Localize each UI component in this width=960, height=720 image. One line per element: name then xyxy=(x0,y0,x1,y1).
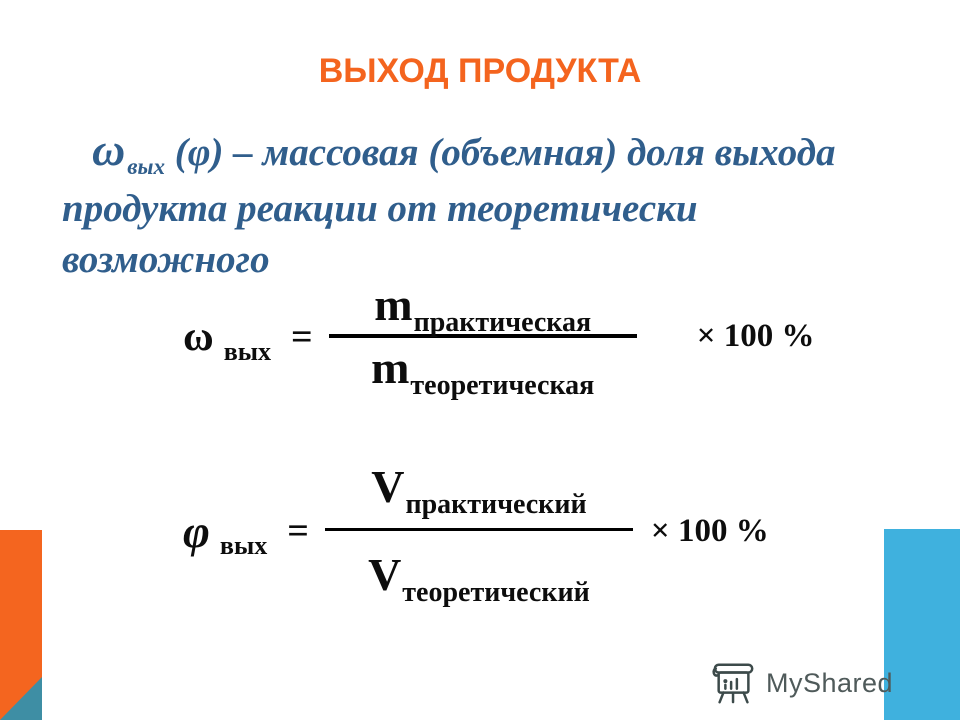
denominator-base: m xyxy=(371,341,410,393)
definition-line-3: возможного xyxy=(62,238,270,281)
numerator xyxy=(371,461,587,520)
formula-symbol-subscript: вых xyxy=(223,336,272,366)
myshared-brand-text: MyShared xyxy=(766,667,894,698)
right-blue-bar xyxy=(884,529,960,720)
equals-sign: = xyxy=(287,510,309,553)
myshared-watermark xyxy=(710,660,893,706)
definition-text xyxy=(62,124,892,285)
definition-line-2: продукта реакции от теоретически xyxy=(62,187,698,230)
denominator-subscript: теоретическая xyxy=(410,369,595,401)
page-title: ВЫХОД ПРОДУКТА xyxy=(318,52,642,90)
omega-symbol: ω xyxy=(92,124,126,175)
denominator-subscript: теоретический xyxy=(402,576,590,608)
equals-sign: = xyxy=(291,315,313,358)
numerator-subscript: практический xyxy=(405,489,587,520)
formula-volume-yield xyxy=(183,461,769,608)
denominator xyxy=(371,341,595,401)
multiplier-label: × 100 % xyxy=(696,318,815,355)
fraction xyxy=(325,461,633,608)
multiplier-label: × 100 % xyxy=(650,512,769,549)
fraction xyxy=(329,279,637,401)
numerator-base: V xyxy=(371,461,405,512)
numerator-subscript: практическая xyxy=(413,307,592,338)
flipchart-easel-icon xyxy=(710,660,758,706)
fraction-bar xyxy=(325,528,633,531)
formula-symbol: φ xyxy=(183,505,210,557)
formula-symbol-subscript: вых xyxy=(219,531,268,561)
definition-line-1 xyxy=(62,124,892,183)
numerator-base: m xyxy=(374,279,413,330)
omega-subscript: вых xyxy=(127,154,165,179)
numerator xyxy=(374,279,592,338)
formula-symbol: ω xyxy=(183,313,214,360)
denominator xyxy=(368,548,590,608)
definition-line-1-text: (φ) – массовая (объемная) доля выхода xyxy=(165,131,836,174)
denominator-base: V xyxy=(368,548,402,600)
formula-mass-yield xyxy=(183,279,815,401)
